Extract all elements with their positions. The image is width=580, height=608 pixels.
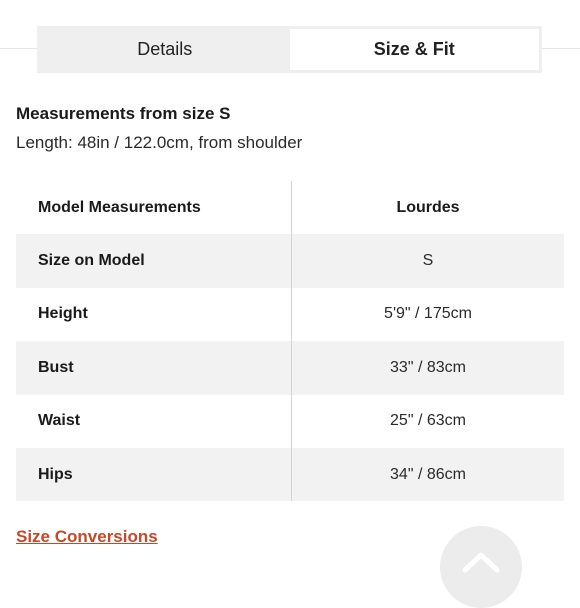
scroll-to-top-button[interactable]	[440, 526, 522, 608]
tab-details[interactable]: Details	[137, 39, 193, 59]
row-label: Hips	[38, 465, 73, 483]
length-text: Length: 48in / 122.0cm, from shoulder	[16, 133, 303, 152]
table-row	[16, 234, 564, 287]
row-value: 25" / 63cm	[390, 412, 466, 430]
table-row	[16, 448, 564, 501]
tab-bar	[37, 26, 542, 73]
tab-size-fit[interactable]: Size & Fit	[290, 29, 540, 70]
size-conversions-link[interactable]: Size Conversions	[16, 527, 158, 546]
header-value: Lourdes	[396, 198, 460, 216]
row-label: Size on Model	[38, 252, 145, 270]
model-measurements-table	[16, 181, 564, 501]
row-label: Height	[38, 305, 88, 323]
row-value: 34" / 86cm	[390, 465, 466, 483]
row-label: Bust	[38, 358, 74, 376]
row-value: 33" / 83cm	[390, 358, 466, 376]
measurements-heading: Measurements from size S	[16, 104, 231, 123]
table-row	[16, 341, 564, 394]
table-column-divider	[291, 181, 292, 501]
table-row	[16, 395, 564, 448]
row-value: 5'9" / 175cm	[384, 305, 472, 323]
table-row	[16, 288, 564, 341]
header-label: Model Measurements	[38, 198, 201, 216]
chevron-up-icon	[461, 550, 501, 574]
row-label: Waist	[38, 412, 81, 430]
row-value: S	[422, 252, 434, 270]
table-header-row	[16, 181, 564, 234]
